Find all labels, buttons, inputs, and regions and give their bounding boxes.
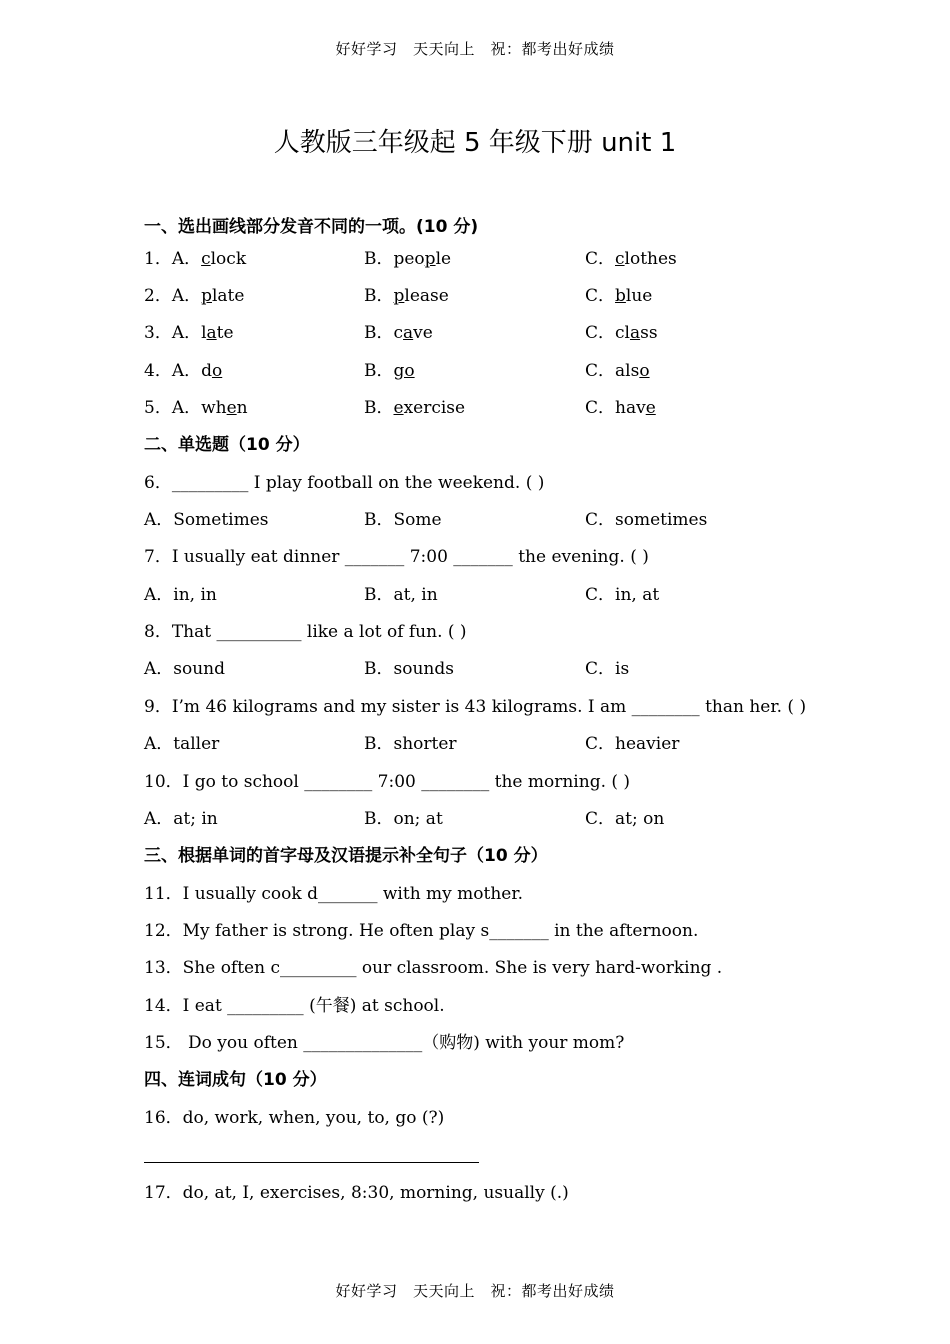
question-11: 11．I usually cook d_______ with my mother. xyxy=(144,884,524,904)
page-footer: 好好学习 天天向上 祝：都考出好成绩 xyxy=(335,1282,615,1300)
q6-option-c: C．sometimes xyxy=(585,510,708,530)
q10-option-b: B．on; at xyxy=(364,809,443,829)
q4-option-b: B．go xyxy=(364,361,415,381)
question-number: 4．A． xyxy=(144,361,202,381)
underlined-sound: go xyxy=(393,361,415,381)
underlined-sound: p xyxy=(424,249,436,269)
underlined-sound: b xyxy=(615,286,626,306)
q3-option-b: B．cave xyxy=(364,323,433,343)
question-13: 13．She often c_________ our classroom. She is very hard-working . xyxy=(144,958,723,978)
question-14: 14．I eat _________ (午餐) at school. xyxy=(144,996,445,1016)
question-12: 12．My father is strong. He often play s_______ in the afternoon. xyxy=(144,921,699,941)
q3-option-a: 3．A．late xyxy=(144,323,234,343)
q9-option-b: B．shorter xyxy=(364,734,457,754)
page-header: 好好学习 天天向上 祝：都考出好成绩 xyxy=(335,40,615,58)
q4-option-c: C．also xyxy=(585,361,650,381)
q2-option-c: C．blue xyxy=(585,286,653,306)
underlined-sound: a xyxy=(403,323,414,343)
underlined-sound: e xyxy=(226,398,237,418)
question-15: 15． Do you often ______________（购物) with your mom? xyxy=(144,1033,625,1053)
q8-option-b: B．sounds xyxy=(364,659,454,679)
question-9: 9．I’m 46 kilograms and my sister is 43 kilograms. I am ________ than her. ( ) xyxy=(144,697,807,717)
q6-option-b: B．Some xyxy=(364,510,442,530)
underlined-sound: p xyxy=(201,286,212,306)
question-number: 2．A． xyxy=(144,286,202,306)
q7-option-c: C．in, at xyxy=(585,585,660,605)
q1-option-a: 1．A．clock xyxy=(144,249,247,269)
q5-option-c: C．have xyxy=(585,398,656,418)
q8-option-c: C．is xyxy=(585,659,630,679)
q2-option-b: B．please xyxy=(364,286,449,306)
underlined-sound: e xyxy=(393,398,404,418)
underlined-sound: o xyxy=(639,361,650,381)
q6-option-a: A．Sometimes xyxy=(144,510,269,530)
underlined-sound: c xyxy=(201,249,211,269)
question-number: 1．A． xyxy=(144,249,202,269)
question-10: 10．I go to school ________ 7:00 ________ the morning. ( ) xyxy=(144,772,631,792)
q10-option-c: C．at; on xyxy=(585,809,665,829)
underlined-sound: a xyxy=(629,323,641,343)
underlined-sound: a xyxy=(206,323,217,343)
section-4-heading: 四、连词成句（10 分） xyxy=(144,1070,327,1090)
q9-option-c: C．heavier xyxy=(585,734,680,754)
question-6: 6．_________ I play football on the weekend. ( ) xyxy=(144,473,545,493)
underlined-sound: c xyxy=(615,249,625,269)
section-3-heading: 三、根据单词的首字母及汉语提示补全句子（10 分） xyxy=(144,846,548,866)
q7-option-b: B．at, in xyxy=(364,585,438,605)
question-number: 5．A． xyxy=(144,398,202,418)
q5-option-b: B．exercise xyxy=(364,398,466,418)
q3-option-c: C．class xyxy=(585,323,658,343)
question-8: 8．That __________ like a lot of fun. ( ) xyxy=(144,622,467,642)
underlined-sound: o xyxy=(211,361,223,381)
section-2-heading: 二、单选题（10 分） xyxy=(144,435,310,455)
question-17: 17．do, at, I, exercises, 8:30, morning, usually (.) xyxy=(144,1183,569,1203)
q5-option-a: 5．A．when xyxy=(144,398,248,418)
answer-line-16 xyxy=(144,1162,479,1163)
underlined-sound: e xyxy=(645,398,656,418)
q7-option-a: A．in, in xyxy=(144,585,217,605)
underlined-sound: p xyxy=(393,286,405,306)
section-1-heading: 一、选出画线部分发音不同的一项。(10 分) xyxy=(144,217,479,237)
q4-option-a: 4．A．do xyxy=(144,361,223,381)
question-7: 7．I usually eat dinner _______ 7:00 _______ the evening. ( ) xyxy=(144,547,649,567)
page-title: 人教版三年级起 5 年级下册 unit 1 xyxy=(273,128,677,158)
q1-option-b: B．people xyxy=(364,249,452,269)
q1-option-c: C．clothes xyxy=(585,249,677,269)
q9-option-a: A．taller xyxy=(144,734,220,754)
question-16: 16．do, work, when, you, to, go (?) xyxy=(144,1108,445,1128)
q2-option-a: 2．A．plate xyxy=(144,286,245,306)
question-number: 3．A． xyxy=(144,323,202,343)
q8-option-a: A．sound xyxy=(144,659,226,679)
q10-option-a: A．at; in xyxy=(144,809,218,829)
